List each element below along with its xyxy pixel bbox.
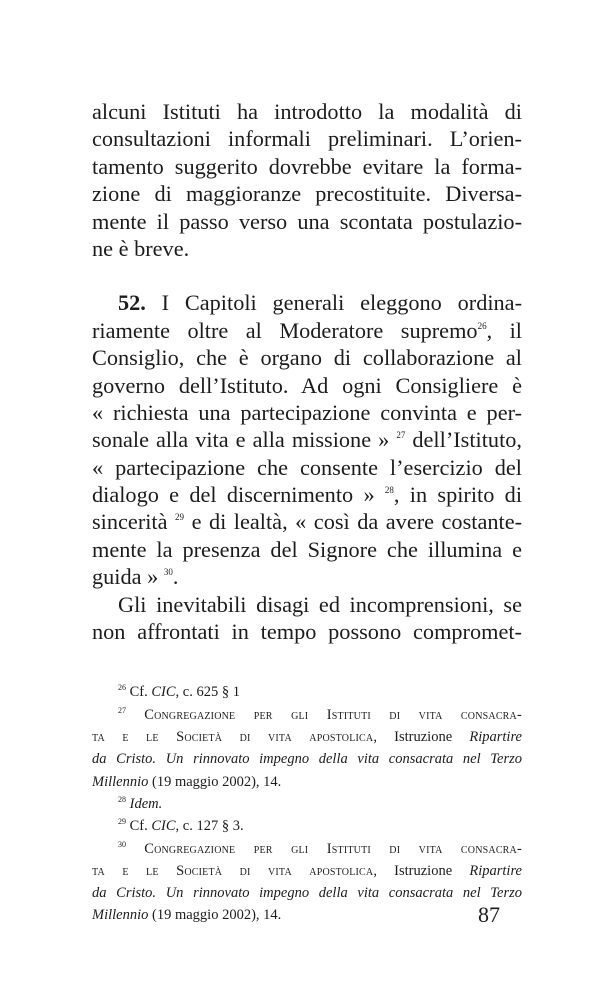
- text-line: riamente oltre al Moderatore supremo$^{26}$, il: [92, 317, 522, 343]
- text-line: tamento suggerito dovrebbe evitare la forma-: [92, 153, 522, 179]
- text-line: alcuni Istituti ha introdotto la modalità di: [92, 99, 522, 124]
- paragraph-number: 52.: [118, 290, 146, 316]
- footnote-26: $^{26}$ Cf. CIC, c. 625 § 1: [118, 683, 240, 701]
- page-number: 87: [478, 902, 500, 927]
- footnotes: [92, 681, 522, 926]
- page-body: [92, 98, 522, 927]
- text-line: governo dell’Istituto. Ad ogni Consigliere è: [92, 372, 522, 398]
- text-line: sonale alla vita e alla missione » $^{27}$ dell’Istituto,: [92, 427, 523, 453]
- footnote-30: $^{30}$ Congregazione per gli Istituti di vita consacra- ta e le Società di vita apostolica, Istruzione Ripartire da Cristo. Un rinnovato impegno della vita consacrata nel Terzo Millennio (19 maggio 2002), 14.: [92, 839, 523, 924]
- text-line: guida » $^{30}$.: [92, 564, 179, 590]
- text-line: Gli inevitabili disagi ed incomprensioni, se: [118, 591, 522, 617]
- text-line: sincerità $^{29}$ e di lealtà, « così da avere costante-: [92, 509, 523, 535]
- paragraph-1: [92, 98, 522, 262]
- footnote-ref[interactable]: 29: [175, 512, 185, 523]
- footnote-ref[interactable]: 26: [477, 320, 487, 331]
- paragraph-3: [92, 591, 522, 646]
- text-line: « partecipazione che consente l’esercizio del: [92, 454, 522, 480]
- footnote-ref[interactable]: 27: [396, 430, 406, 441]
- text-line: « richiesta una partecipazione convinta e per-: [92, 399, 522, 425]
- footnote-27: $^{27}$ Congregazione per gli Istituti di vita consacra- ta e le Società di vita apostolica, Istruzione Ripartire da Cristo. Un rinnovato impegno della vita consacrata nel Terzo Millennio (19 maggio 2002), 14.: [92, 705, 523, 790]
- text-line: Consiglio, che è organo di collaborazione al: [92, 345, 522, 371]
- text-line: consultazioni informali preliminari. L’orien-: [92, 126, 522, 152]
- text-line: non affrontati in tempo possono compromet-: [92, 619, 522, 645]
- text-line: zione di maggioranze precostituite. Diversa-: [92, 181, 522, 207]
- text-line: dialogo e del discernimento » $^{28}$, in spirito di: [92, 482, 523, 508]
- text-line: ne è breve.: [92, 235, 190, 261]
- text-line: mente la presenza del Signore che illumina e: [92, 536, 522, 562]
- footnote-29: $^{29}$ Cf. CIC, c. 127 § 3.: [118, 817, 244, 835]
- paragraph-52: [92, 289, 522, 590]
- text-line: 52. I Capitoli generali eleggono ordina-: [118, 290, 523, 316]
- footnote-ref[interactable]: 30: [163, 567, 173, 578]
- text-line: mente il passo verso una scontata postulazio-: [92, 208, 522, 234]
- footnote-ref[interactable]: 28: [384, 485, 394, 496]
- footnote-28: $^{28}$ Idem.: [118, 794, 163, 812]
